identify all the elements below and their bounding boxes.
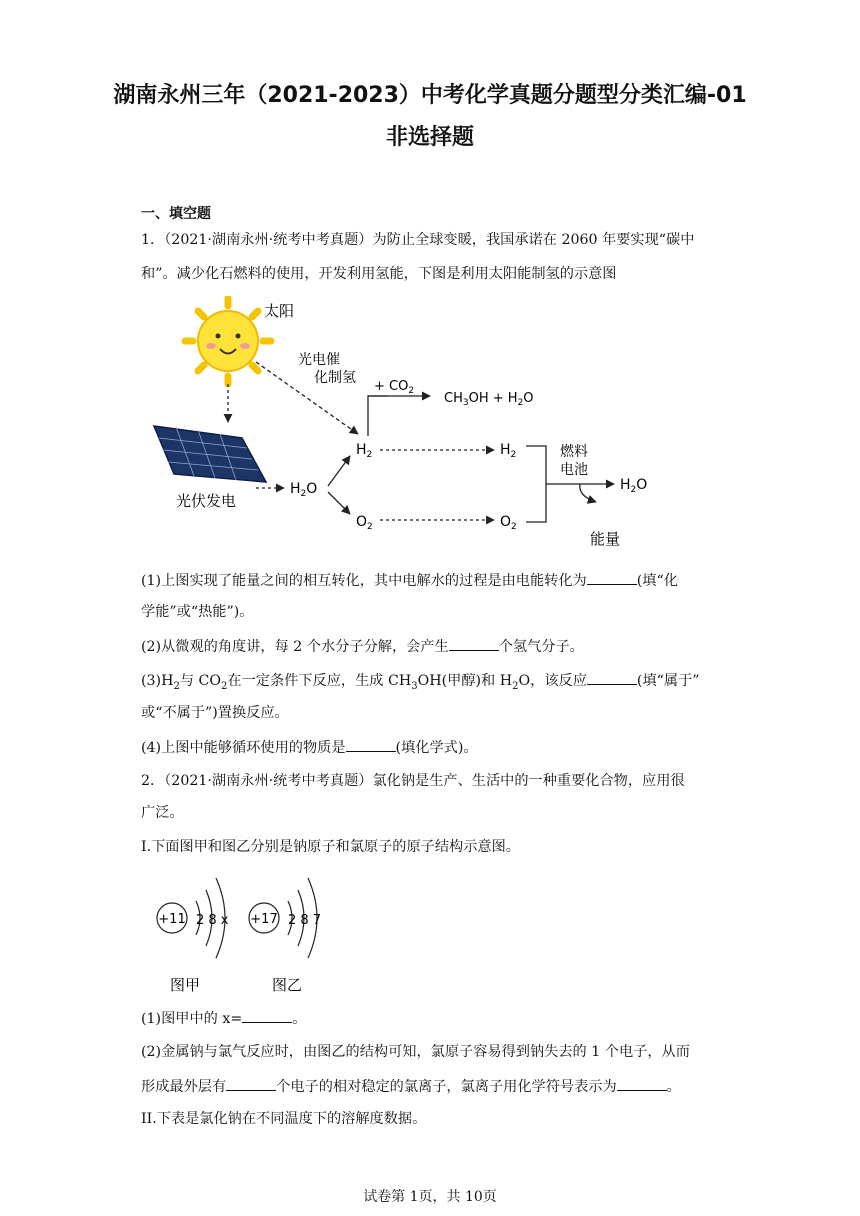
energy-label: 能量 (590, 530, 621, 548)
q1-sub1-line1: (1)上图实现了能量之间的相互转化，其中电解水的过程是由电能转化为 (填“化 (141, 570, 721, 591)
q1-sub1-line2: 学能”或“热能”)。 (141, 604, 254, 620)
answer-blank (242, 1008, 292, 1023)
hydrogen-production-diagram (148, 296, 668, 556)
o2-label-right: $O_2$ (500, 514, 517, 532)
q2-part2: II.下表是氯化钠在不同温度下的溶解度数据。 (141, 1111, 427, 1127)
catalysis-label-line1: 光电催 (298, 352, 340, 368)
q1-sub3-line1: $(3)H_2$与 $CO_2$在一定条件下反应，生成 $CH_3OH$(甲醇)和 $H_2O$，该反应 (填“属于” (141, 670, 721, 697)
catalysis-label-line2: 化制氢 (314, 370, 356, 386)
q2-sub2-line2: 形成最外层有 个电子的相对稳定的氯离子，氯离子用化学符号表示为 。 (141, 1076, 721, 1097)
answer-blank (587, 570, 637, 585)
page-title-line1: 湖南永州三年（2021-2023）中考化学真题分题型分类汇编-01 (113, 83, 747, 108)
cl-electrons: 2 8 7 (288, 913, 322, 928)
fuel-cell-label-line2: 电池 (560, 462, 588, 478)
h2-label-left: $H_2$ (356, 442, 373, 460)
fuel-cell-label-line1: 燃料 (560, 444, 588, 460)
solar-panel-icon (154, 426, 266, 482)
cl-nucleus: +17 (250, 912, 278, 927)
sun-label: 太阳 (264, 302, 295, 320)
q1-sub4: (4)上图中能够循环使用的物质是 (填化学式)。 (141, 737, 721, 758)
q1-sub2: (2)从微观的角度讲，每 2 个水分子分解，会产生 个氢气分子。 (141, 636, 721, 657)
h2o-product: $H_2O$ (620, 477, 648, 495)
q2-sub2-line1: (2)金属钠与氯气反应时，由图乙的结构可知，氯原子容易得到钠失去的 1 个电子，从而 (141, 1044, 690, 1060)
q1-sub3-line2: 或“不属于”)置换反应。 (141, 705, 289, 721)
sun-icon (185, 298, 271, 384)
svg-text:CH3OH + H2O: $CH_3OH + H_2O$ (444, 391, 534, 408)
page-title-line2: 非选择题 (385, 125, 474, 150)
q1-intro-line2: 和”。减少化石燃料的使用，开发利用氢能，下图是利用太阳能制氢的示意图 (141, 266, 617, 282)
na-nucleus: +11 (158, 912, 186, 927)
h2-label-right: $H_2$ (500, 442, 517, 460)
svg-text:+ CO2: + $CO_2$ (374, 379, 415, 396)
label-jia: 图甲 (170, 976, 201, 994)
q2-intro-line1: 2．（2021·湖南永州·统考中考真题）氯化钠是生产、生活中的一种重要化合物，应用很 (141, 773, 685, 789)
q1-intro-line1: 1．（2021·湖南永州·统考中考真题）为防止全球变暖，我国承诺在 2060 年要实现“碳中 (141, 232, 695, 248)
answer-blank (346, 737, 396, 752)
na-electrons: 2 8 x (196, 913, 229, 928)
atom-structure-diagram (150, 866, 350, 998)
answer-blank (226, 1076, 276, 1091)
q2-part1: I.下面图甲和图乙分别是钠原子和氯原子的原子结构示意图。 (141, 839, 520, 855)
answer-blank (587, 670, 637, 685)
q2-intro-line2: 广泛。 (141, 805, 184, 821)
svg-text:H2O: $H_2O$ (290, 481, 318, 499)
q2-sub1: (1)图甲中的 x= 。 (141, 1008, 721, 1029)
label-yi: 图乙 (272, 976, 303, 994)
section-heading: 一、填空题 (141, 206, 211, 222)
answer-blank (449, 636, 499, 651)
o2-label-left: $O_2$ (356, 514, 373, 532)
page-footer: 试卷第 1页，共 10页 (363, 1189, 497, 1205)
solar-label: 光伏发电 (176, 492, 237, 510)
answer-blank (617, 1076, 667, 1091)
